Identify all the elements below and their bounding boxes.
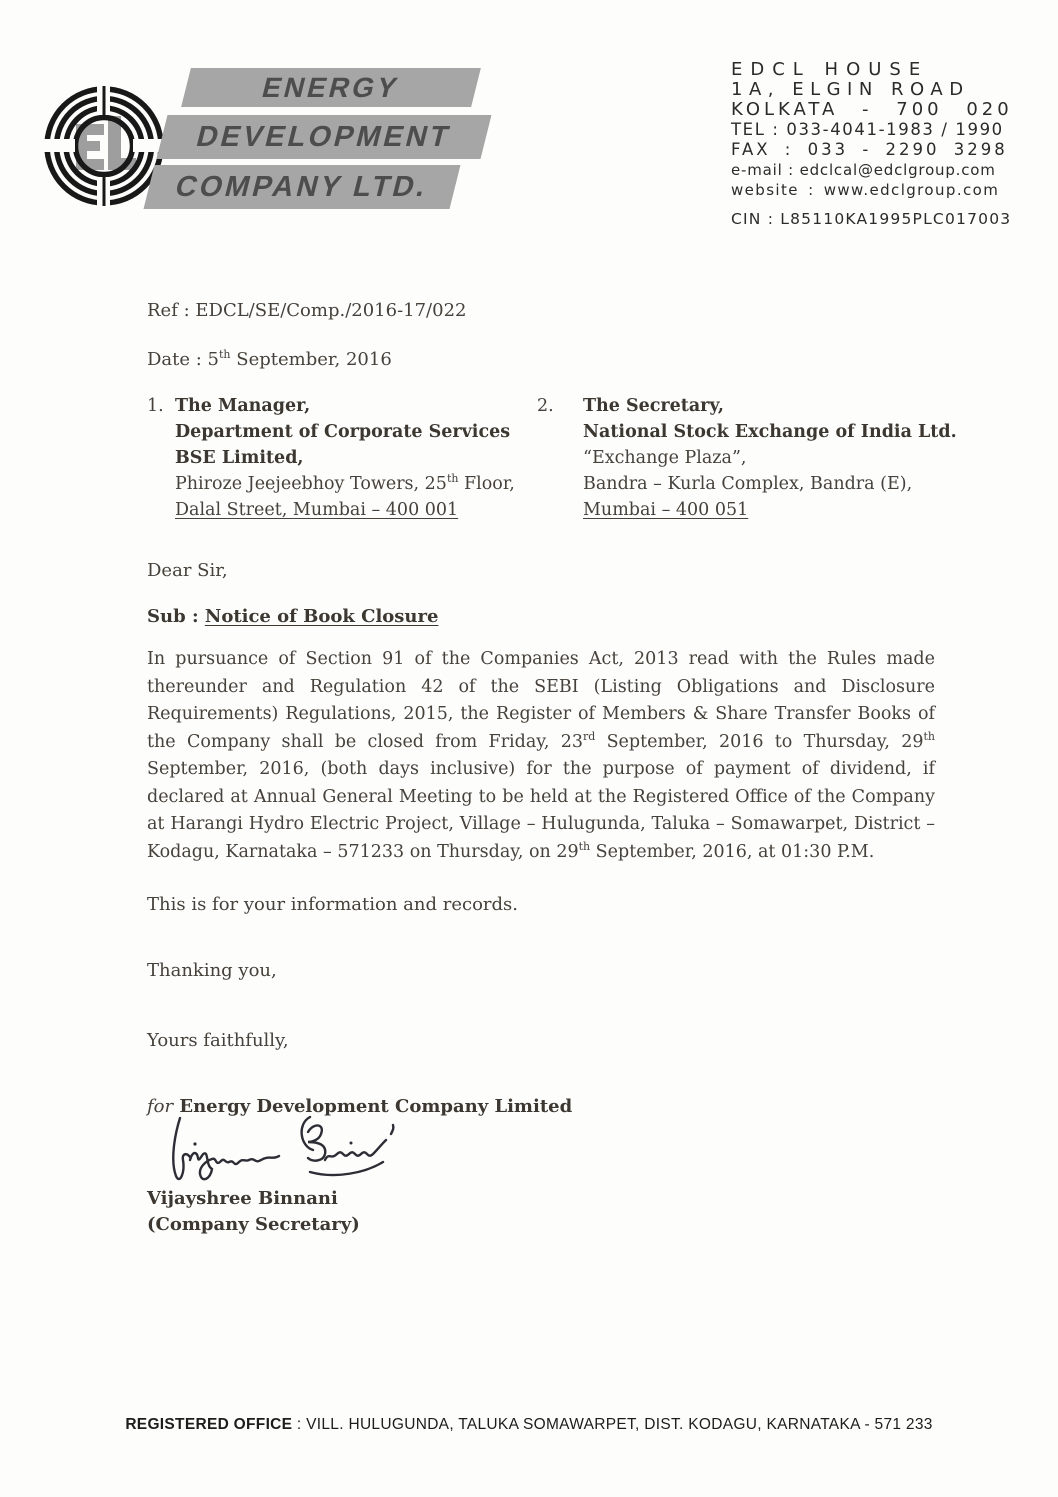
- banner-development-label: DEVELOPMENT: [193, 120, 455, 153]
- office-street: 1A, ELGIN ROAD: [731, 79, 970, 100]
- addressee-bse: [147, 393, 515, 523]
- addressee-nse-recipient: The Secretary,: [583, 396, 724, 416]
- head-office-address: [731, 60, 1017, 229]
- subject-label: Sub :: [147, 606, 205, 627]
- office-tel: TEL : 033-4041-1983 / 1990: [731, 120, 1004, 139]
- date-suffix: September, 2016: [230, 349, 392, 370]
- body-ordinal-29th-2: th: [578, 839, 591, 853]
- for-word: for: [147, 1096, 174, 1117]
- body-paragraph: [147, 646, 935, 866]
- addressee-bse-city: Dalal Street, Mumbai – 400 001: [175, 500, 459, 520]
- addressee-bse-recipient: The Manager,: [175, 396, 311, 416]
- letter-date: [147, 349, 392, 370]
- body-part-1: In pursuance of Section 91 of the Companies Act, 2013 read with the Rules made thereunder and Regulation 42 of the SEBI (Listing Obligations and Disclosure Requirements) Regulations, 2015, the Register of Members & Share Transfer Books of the Company shall be closed from Friday, 23: [147, 649, 935, 752]
- addressee-nse-street: Bandra – Kurla Complex, Bandra (E),: [583, 474, 913, 494]
- office-city: KOLKATA - 700 020: [731, 99, 1013, 120]
- addressee-nse-lines: [583, 393, 957, 523]
- salutation: Dear Sir,: [147, 560, 228, 581]
- addressee-bse-street-pre: Phiroze Jeejeebhoy Towers, 25: [175, 474, 447, 494]
- body-part-4: September, 2016, at 01:30 P.M.: [590, 841, 875, 862]
- date-prefix: Date : 5: [147, 349, 220, 370]
- thanking-line: Thanking you,: [147, 960, 277, 981]
- addressee-bse-street-post: Floor,: [458, 474, 515, 494]
- info-line: This is for your information and records.: [147, 894, 519, 915]
- addressee-nse-building: “Exchange Plaza”,: [583, 448, 747, 468]
- office-fax: FAX : 033 - 2290 3298: [731, 140, 1008, 159]
- signatory-title: (Company Secretary): [147, 1214, 360, 1235]
- addressee-nse: [537, 393, 957, 523]
- signature: [150, 1112, 430, 1197]
- addressee-bse-company: BSE Limited,: [175, 448, 304, 468]
- banner-company-ltd: [144, 165, 461, 209]
- office-building: EDCL HOUSE: [731, 59, 929, 80]
- addressee-bse-street-ordinal: th: [446, 472, 459, 486]
- subject-title: Notice of Book Closure: [204, 606, 439, 627]
- office-website: website : www.edclgroup.com: [731, 181, 1000, 199]
- addressee-nse-number: 2.: [537, 396, 554, 416]
- signatory-name: Vijayshree Binnani: [147, 1188, 338, 1209]
- body-ordinal-29th: th: [923, 729, 935, 743]
- addressee-nse-company: National Stock Exchange of India Ltd.: [583, 422, 957, 442]
- registered-office-label: REGISTERED OFFICE: [125, 1416, 293, 1433]
- registered-office-address: : VILL. HULUGUNDA, TALUKA SOMAWARPET, DIST. KODAGU, KARNATAKA - 571 233: [292, 1416, 933, 1433]
- banner-development: [157, 115, 492, 159]
- addressee-bse-street: [175, 471, 515, 497]
- reference-number: Ref : EDCL/SE/Comp./2016-17/022: [147, 300, 467, 321]
- body-ordinal-23rd: rd: [582, 729, 596, 743]
- banner-company-ltd-label: COMPANY LTD.: [172, 170, 433, 203]
- addressee-bse-lines: [175, 393, 515, 523]
- body-part-3: September, 2016, (both days inclusive) for the purpose of payment of dividend, if declared at Annual General Meeting to be held at the Registered Office of the Company at Harangi Hydro Electric Project, Village – Hulugunda, Taluka – Somawarpet, District – Kodagu, Karnataka – 571233 on Thursday, on 29: [147, 759, 935, 862]
- office-email: e-mail : edclcal@edclgroup.com: [731, 161, 996, 179]
- addressee-bse-number: 1.: [147, 396, 164, 416]
- banner-energy-label: ENERGY: [259, 71, 404, 103]
- company-banner-group: [148, 68, 486, 209]
- addressee-bse-department: Department of Corporate Services: [175, 422, 511, 442]
- company-name: Energy Development Company Limited: [173, 1096, 573, 1117]
- cin-number: CIN : L85110KA1995PLC017003: [731, 210, 1012, 228]
- faithfully-line: Yours faithfully,: [147, 1030, 289, 1051]
- subject-line: [147, 606, 438, 627]
- registered-office-footer: [0, 1416, 1058, 1434]
- body-part-2: September, 2016 to Thursday, 29: [595, 731, 924, 752]
- addressee-nse-city: Mumbai – 400 051: [583, 500, 749, 520]
- date-ordinal: th: [219, 348, 231, 361]
- banner-energy: [181, 68, 481, 107]
